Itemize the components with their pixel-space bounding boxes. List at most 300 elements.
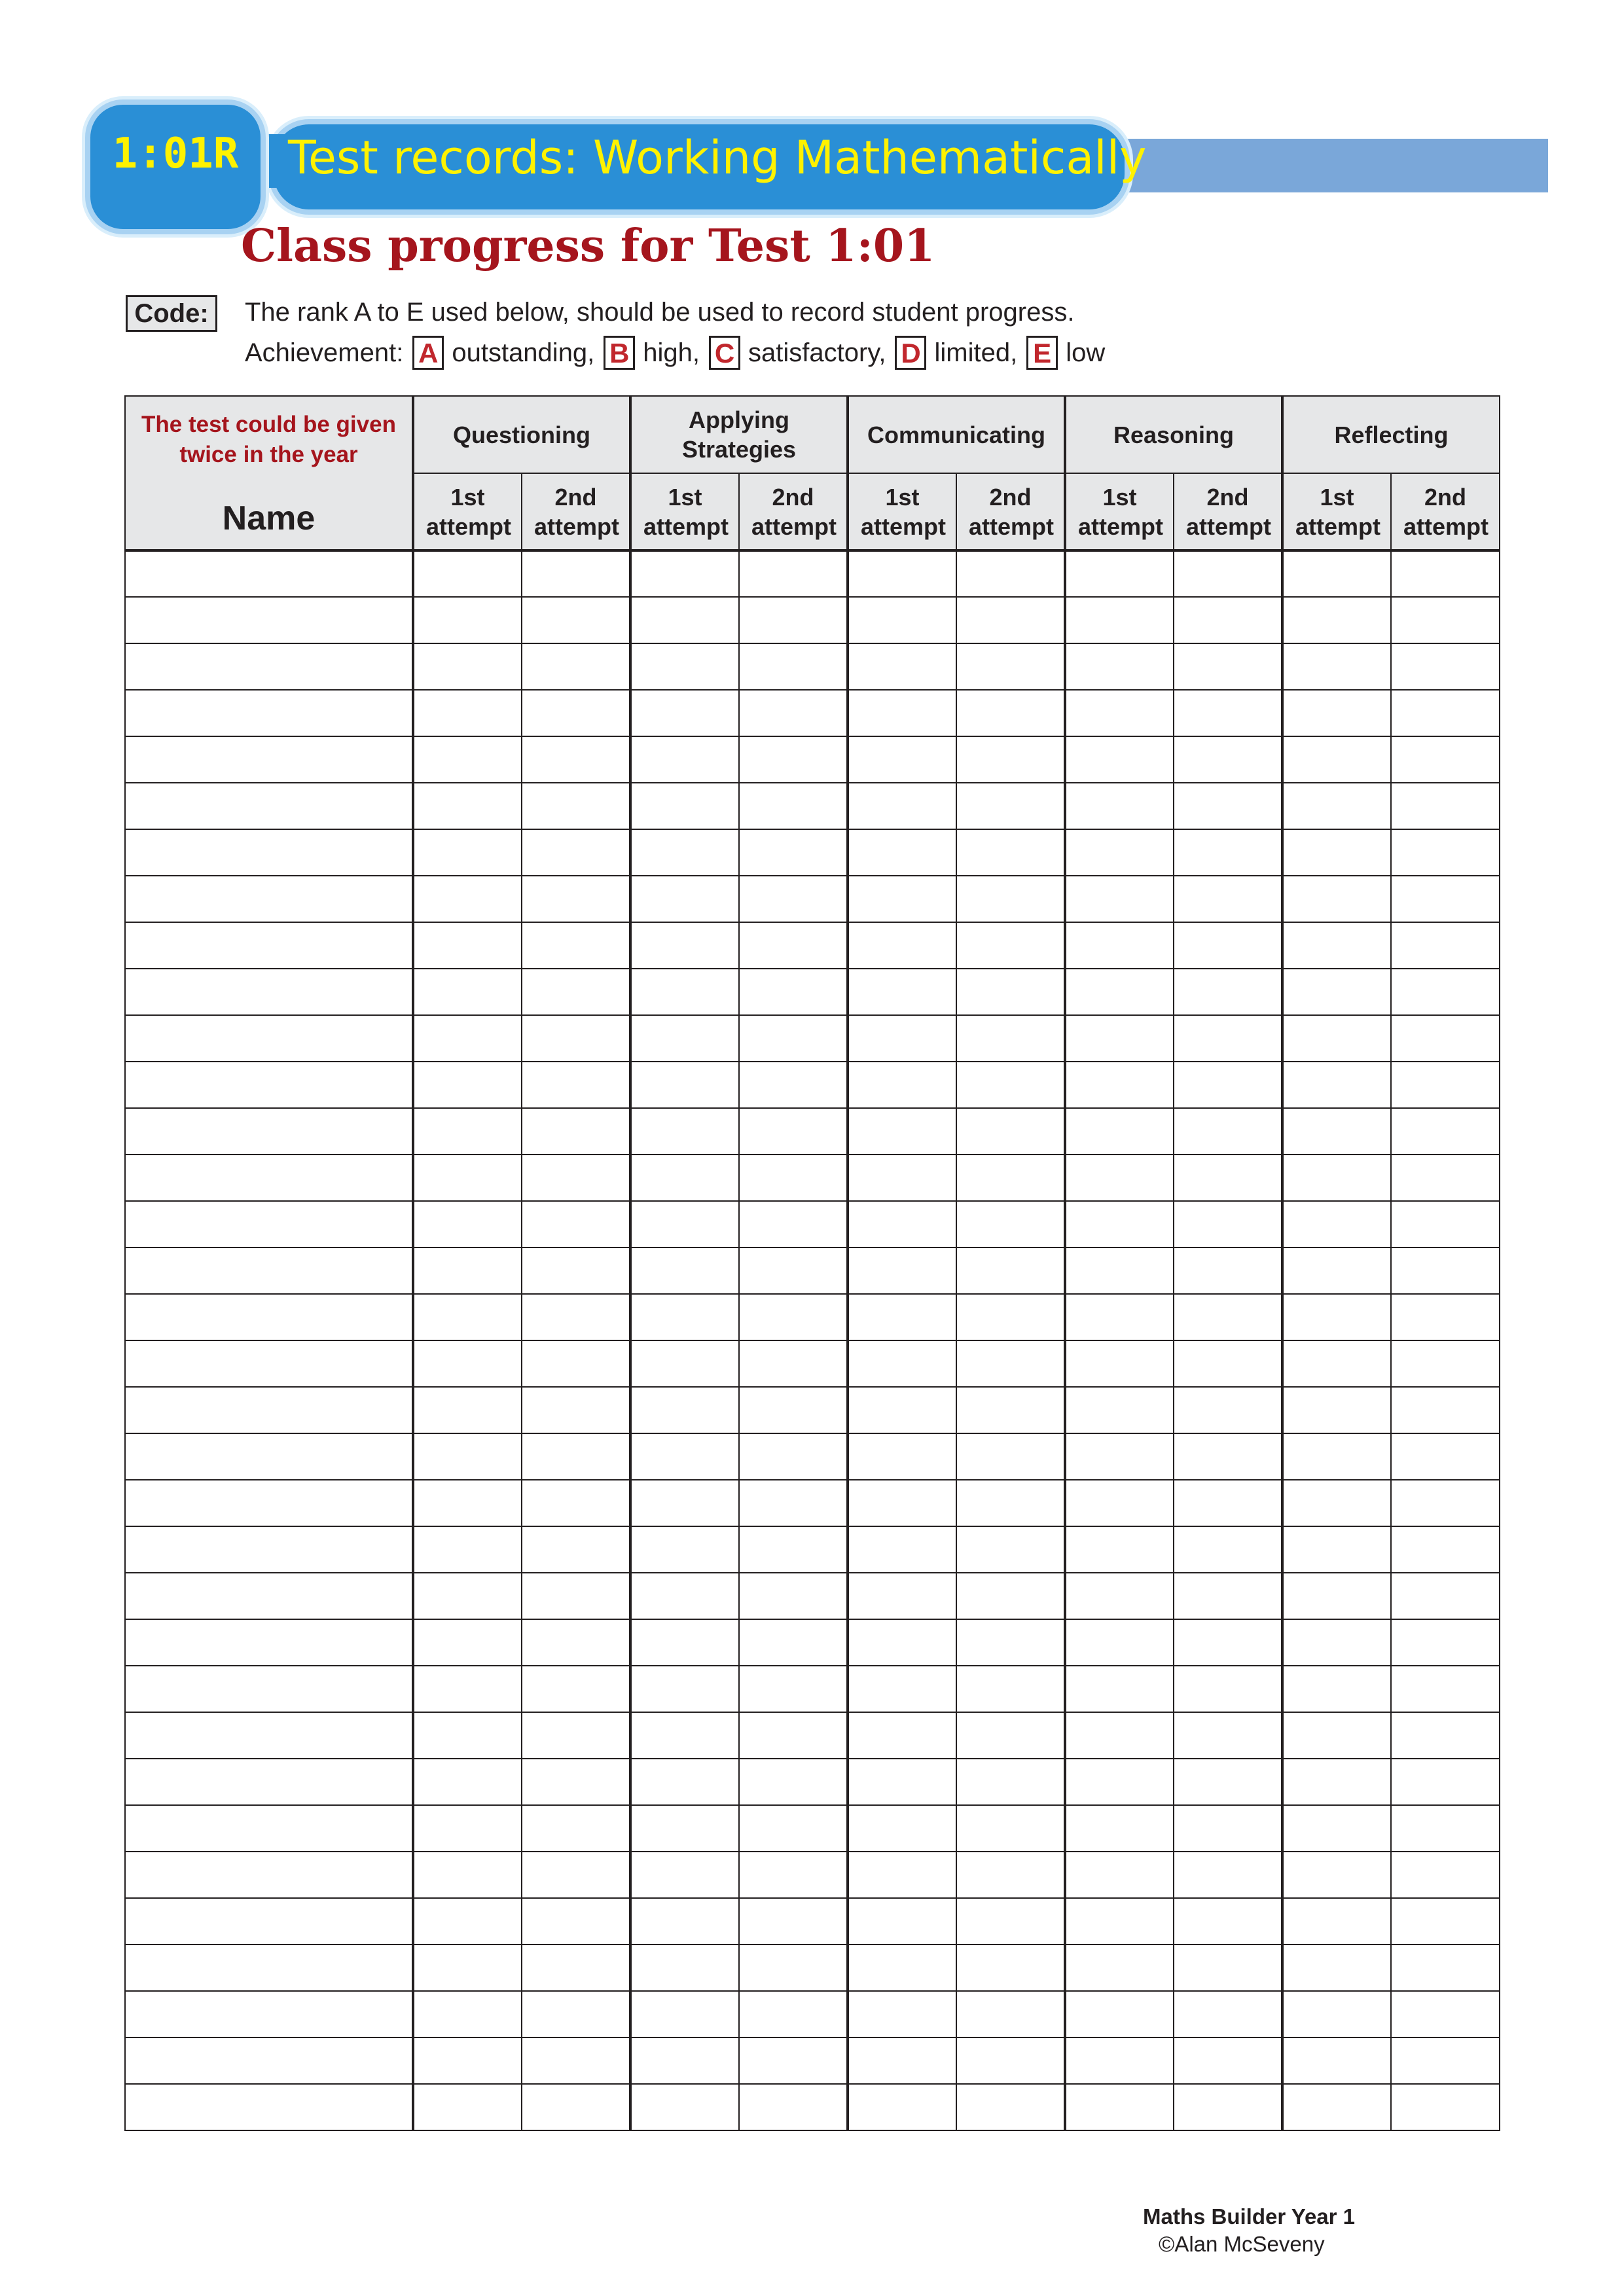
grade-cell[interactable] [848, 1573, 956, 1619]
grade-cell[interactable] [1282, 1108, 1391, 1155]
grade-cell[interactable] [1174, 1108, 1282, 1155]
grade-cell[interactable] [739, 1480, 848, 1526]
grade-cell[interactable] [630, 1898, 739, 1945]
grade-cell[interactable] [848, 1852, 956, 1898]
grade-cell[interactable] [522, 1247, 630, 1294]
grade-cell[interactable] [1174, 690, 1282, 736]
grade-cell[interactable] [630, 1201, 739, 1247]
grade-cell[interactable] [413, 1991, 522, 2037]
grade-cell[interactable] [1065, 1666, 1174, 1712]
grade-cell[interactable] [1065, 2037, 1174, 2084]
grade-cell[interactable] [1174, 1480, 1282, 1526]
grade-cell[interactable] [522, 922, 630, 969]
name-cell[interactable] [125, 1945, 413, 1991]
grade-cell[interactable] [522, 1945, 630, 1991]
grade-cell[interactable] [848, 969, 956, 1015]
grade-cell[interactable] [522, 1108, 630, 1155]
grade-cell[interactable] [1065, 1201, 1174, 1247]
grade-cell[interactable] [1174, 550, 1282, 597]
grade-cell[interactable] [413, 1108, 522, 1155]
grade-cell[interactable] [1065, 1712, 1174, 1759]
grade-cell[interactable] [1282, 1062, 1391, 1108]
grade-cell[interactable] [1391, 1526, 1500, 1573]
grade-cell[interactable] [522, 1340, 630, 1387]
grade-cell[interactable] [1391, 1015, 1500, 1062]
name-cell[interactable] [125, 1526, 413, 1573]
grade-cell[interactable] [956, 1573, 1065, 1619]
grade-cell[interactable] [630, 1062, 739, 1108]
grade-cell[interactable] [522, 1666, 630, 1712]
grade-cell[interactable] [956, 1991, 1065, 2037]
grade-cell[interactable] [630, 690, 739, 736]
grade-cell[interactable] [739, 969, 848, 1015]
grade-cell[interactable] [956, 2084, 1065, 2130]
grade-cell[interactable] [739, 1759, 848, 1805]
grade-cell[interactable] [1065, 1480, 1174, 1526]
grade-cell[interactable] [848, 550, 956, 597]
grade-cell[interactable] [956, 1759, 1065, 1805]
grade-cell[interactable] [1282, 876, 1391, 922]
grade-cell[interactable] [1282, 1155, 1391, 1201]
grade-cell[interactable] [1391, 1945, 1500, 1991]
grade-cell[interactable] [956, 1062, 1065, 1108]
grade-cell[interactable] [956, 1526, 1065, 1573]
grade-cell[interactable] [1174, 829, 1282, 876]
grade-cell[interactable] [1391, 876, 1500, 922]
grade-cell[interactable] [1065, 690, 1174, 736]
grade-cell[interactable] [1282, 2037, 1391, 2084]
grade-cell[interactable] [956, 1294, 1065, 1340]
grade-cell[interactable] [956, 783, 1065, 829]
grade-cell[interactable] [522, 1759, 630, 1805]
name-cell[interactable] [125, 1108, 413, 1155]
grade-cell[interactable] [1174, 1062, 1282, 1108]
grade-cell[interactable] [739, 1108, 848, 1155]
grade-cell[interactable] [956, 597, 1065, 643]
grade-cell[interactable] [739, 1201, 848, 1247]
grade-cell[interactable] [1065, 1062, 1174, 1108]
grade-cell[interactable] [1174, 1294, 1282, 1340]
grade-cell[interactable] [1174, 1387, 1282, 1433]
name-cell[interactable] [125, 1201, 413, 1247]
grade-cell[interactable] [1391, 922, 1500, 969]
grade-cell[interactable] [1391, 736, 1500, 783]
grade-cell[interactable] [413, 1015, 522, 1062]
grade-cell[interactable] [1391, 1480, 1500, 1526]
name-cell[interactable] [125, 1062, 413, 1108]
name-cell[interactable] [125, 1991, 413, 2037]
grade-cell[interactable] [522, 2037, 630, 2084]
grade-cell[interactable] [413, 1062, 522, 1108]
grade-cell[interactable] [1391, 1433, 1500, 1480]
grade-cell[interactable] [1174, 1340, 1282, 1387]
grade-cell[interactable] [630, 1759, 739, 1805]
grade-cell[interactable] [413, 1852, 522, 1898]
name-cell[interactable] [125, 922, 413, 969]
grade-cell[interactable] [1391, 1573, 1500, 1619]
name-cell[interactable] [125, 1666, 413, 1712]
name-cell[interactable] [125, 1480, 413, 1526]
grade-cell[interactable] [1282, 783, 1391, 829]
grade-cell[interactable] [630, 1852, 739, 1898]
grade-cell[interactable] [1065, 1108, 1174, 1155]
grade-cell[interactable] [848, 1155, 956, 1201]
grade-cell[interactable] [1174, 1712, 1282, 1759]
grade-cell[interactable] [1391, 1712, 1500, 1759]
grade-cell[interactable] [848, 1433, 956, 1480]
grade-cell[interactable] [1065, 1852, 1174, 1898]
grade-cell[interactable] [1391, 643, 1500, 690]
grade-cell[interactable] [848, 597, 956, 643]
grade-cell[interactable] [848, 2037, 956, 2084]
grade-cell[interactable] [956, 736, 1065, 783]
grade-cell[interactable] [413, 2037, 522, 2084]
grade-cell[interactable] [522, 2084, 630, 2130]
grade-cell[interactable] [739, 922, 848, 969]
grade-cell[interactable] [956, 1712, 1065, 1759]
grade-cell[interactable] [739, 643, 848, 690]
grade-cell[interactable] [956, 1247, 1065, 1294]
grade-cell[interactable] [522, 690, 630, 736]
grade-cell[interactable] [1391, 2084, 1500, 2130]
grade-cell[interactable] [522, 1712, 630, 1759]
grade-cell[interactable] [956, 1619, 1065, 1666]
grade-cell[interactable] [848, 1712, 956, 1759]
grade-cell[interactable] [739, 1340, 848, 1387]
grade-cell[interactable] [739, 1247, 848, 1294]
grade-cell[interactable] [1282, 1015, 1391, 1062]
grade-cell[interactable] [956, 2037, 1065, 2084]
grade-cell[interactable] [413, 736, 522, 783]
grade-cell[interactable] [413, 1805, 522, 1852]
name-cell[interactable] [125, 1898, 413, 1945]
grade-cell[interactable] [630, 597, 739, 643]
grade-cell[interactable] [630, 922, 739, 969]
grade-cell[interactable] [848, 690, 956, 736]
grade-cell[interactable] [1282, 550, 1391, 597]
grade-cell[interactable] [413, 1340, 522, 1387]
name-cell[interactable] [125, 969, 413, 1015]
grade-cell[interactable] [848, 1015, 956, 1062]
grade-cell[interactable] [1174, 1991, 1282, 2037]
grade-cell[interactable] [1282, 1340, 1391, 1387]
grade-cell[interactable] [1174, 1852, 1282, 1898]
grade-cell[interactable] [739, 2037, 848, 2084]
grade-cell[interactable] [1282, 1991, 1391, 2037]
grade-cell[interactable] [630, 1108, 739, 1155]
grade-cell[interactable] [739, 1433, 848, 1480]
grade-cell[interactable] [848, 1294, 956, 1340]
grade-cell[interactable] [522, 1387, 630, 1433]
grade-cell[interactable] [1174, 1433, 1282, 1480]
grade-cell[interactable] [413, 969, 522, 1015]
grade-cell[interactable] [630, 969, 739, 1015]
grade-cell[interactable] [1282, 1666, 1391, 1712]
name-cell[interactable] [125, 643, 413, 690]
grade-cell[interactable] [956, 550, 1065, 597]
grade-cell[interactable] [739, 550, 848, 597]
grade-cell[interactable] [630, 1015, 739, 1062]
grade-cell[interactable] [956, 1201, 1065, 1247]
name-cell[interactable] [125, 876, 413, 922]
grade-cell[interactable] [1174, 2084, 1282, 2130]
grade-cell[interactable] [630, 876, 739, 922]
grade-cell[interactable] [1282, 1898, 1391, 1945]
grade-cell[interactable] [413, 1759, 522, 1805]
grade-cell[interactable] [1391, 1062, 1500, 1108]
grade-cell[interactable] [1282, 1852, 1391, 1898]
grade-cell[interactable] [630, 1480, 739, 1526]
grade-cell[interactable] [1174, 1155, 1282, 1201]
name-cell[interactable] [125, 690, 413, 736]
grade-cell[interactable] [413, 876, 522, 922]
grade-cell[interactable] [1174, 1898, 1282, 1945]
grade-cell[interactable] [848, 1340, 956, 1387]
grade-cell[interactable] [1065, 1387, 1174, 1433]
grade-cell[interactable] [739, 1852, 848, 1898]
grade-cell[interactable] [956, 1852, 1065, 1898]
grade-cell[interactable] [1065, 736, 1174, 783]
grade-cell[interactable] [522, 1015, 630, 1062]
grade-cell[interactable] [413, 550, 522, 597]
grade-cell[interactable] [1282, 1201, 1391, 1247]
grade-cell[interactable] [1174, 1805, 1282, 1852]
grade-cell[interactable] [1391, 597, 1500, 643]
grade-cell[interactable] [522, 1526, 630, 1573]
grade-cell[interactable] [739, 1294, 848, 1340]
grade-cell[interactable] [1282, 2084, 1391, 2130]
grade-cell[interactable] [1391, 550, 1500, 597]
grade-cell[interactable] [413, 1712, 522, 1759]
grade-cell[interactable] [1174, 1015, 1282, 1062]
grade-cell[interactable] [1065, 1340, 1174, 1387]
grade-cell[interactable] [522, 1155, 630, 1201]
grade-cell[interactable] [1282, 969, 1391, 1015]
name-cell[interactable] [125, 2084, 413, 2130]
grade-cell[interactable] [630, 1991, 739, 2037]
grade-cell[interactable] [522, 1062, 630, 1108]
grade-cell[interactable] [956, 969, 1065, 1015]
grade-cell[interactable] [739, 1526, 848, 1573]
grade-cell[interactable] [1174, 1526, 1282, 1573]
grade-cell[interactable] [1065, 1619, 1174, 1666]
grade-cell[interactable] [630, 643, 739, 690]
grade-cell[interactable] [630, 783, 739, 829]
grade-cell[interactable] [1282, 1759, 1391, 1805]
grade-cell[interactable] [848, 1619, 956, 1666]
grade-cell[interactable] [1282, 1805, 1391, 1852]
grade-cell[interactable] [848, 736, 956, 783]
name-cell[interactable] [125, 1247, 413, 1294]
name-cell[interactable] [125, 597, 413, 643]
grade-cell[interactable] [1174, 643, 1282, 690]
grade-cell[interactable] [413, 1387, 522, 1433]
name-cell[interactable] [125, 829, 413, 876]
grade-cell[interactable] [848, 783, 956, 829]
grade-cell[interactable] [522, 876, 630, 922]
grade-cell[interactable] [956, 643, 1065, 690]
grade-cell[interactable] [1065, 597, 1174, 643]
grade-cell[interactable] [630, 1155, 739, 1201]
grade-cell[interactable] [956, 829, 1065, 876]
name-cell[interactable] [125, 1340, 413, 1387]
grade-cell[interactable] [739, 736, 848, 783]
grade-cell[interactable] [1282, 1573, 1391, 1619]
grade-cell[interactable] [630, 1666, 739, 1712]
grade-cell[interactable] [630, 1573, 739, 1619]
grade-cell[interactable] [1174, 1573, 1282, 1619]
grade-cell[interactable] [956, 1015, 1065, 1062]
grade-cell[interactable] [848, 1526, 956, 1573]
grade-cell[interactable] [1391, 1247, 1500, 1294]
grade-cell[interactable] [522, 1619, 630, 1666]
grade-cell[interactable] [848, 829, 956, 876]
grade-cell[interactable] [413, 597, 522, 643]
grade-cell[interactable] [1282, 1712, 1391, 1759]
grade-cell[interactable] [630, 1945, 739, 1991]
grade-cell[interactable] [1391, 1294, 1500, 1340]
grade-cell[interactable] [1174, 736, 1282, 783]
grade-cell[interactable] [956, 876, 1065, 922]
grade-cell[interactable] [1065, 1247, 1174, 1294]
grade-cell[interactable] [413, 1666, 522, 1712]
grade-cell[interactable] [1065, 1759, 1174, 1805]
grade-cell[interactable] [848, 1387, 956, 1433]
grade-cell[interactable] [413, 2084, 522, 2130]
grade-cell[interactable] [956, 1433, 1065, 1480]
grade-cell[interactable] [413, 643, 522, 690]
grade-cell[interactable] [1174, 597, 1282, 643]
name-cell[interactable] [125, 1712, 413, 1759]
grade-cell[interactable] [1065, 550, 1174, 597]
grade-cell[interactable] [1391, 969, 1500, 1015]
grade-cell[interactable] [1065, 829, 1174, 876]
grade-cell[interactable] [1065, 1991, 1174, 2037]
grade-cell[interactable] [522, 1201, 630, 1247]
grade-cell[interactable] [1065, 969, 1174, 1015]
grade-cell[interactable] [956, 1108, 1065, 1155]
grade-cell[interactable] [522, 1573, 630, 1619]
grade-cell[interactable] [413, 1526, 522, 1573]
grade-cell[interactable] [1174, 922, 1282, 969]
grade-cell[interactable] [1065, 1945, 1174, 1991]
grade-cell[interactable] [1391, 1898, 1500, 1945]
grade-cell[interactable] [739, 2084, 848, 2130]
grade-cell[interactable] [848, 1991, 956, 2037]
grade-cell[interactable] [522, 1852, 630, 1898]
grade-cell[interactable] [413, 1573, 522, 1619]
grade-cell[interactable] [522, 783, 630, 829]
grade-cell[interactable] [1391, 2037, 1500, 2084]
grade-cell[interactable] [1391, 1991, 1500, 2037]
grade-cell[interactable] [956, 1340, 1065, 1387]
grade-cell[interactable] [956, 1480, 1065, 1526]
grade-cell[interactable] [1282, 1945, 1391, 1991]
grade-cell[interactable] [956, 1666, 1065, 1712]
grade-cell[interactable] [1065, 1526, 1174, 1573]
grade-cell[interactable] [522, 1898, 630, 1945]
grade-cell[interactable] [630, 1526, 739, 1573]
grade-cell[interactable] [1065, 1433, 1174, 1480]
grade-cell[interactable] [522, 829, 630, 876]
grade-cell[interactable] [1282, 643, 1391, 690]
grade-cell[interactable] [739, 1666, 848, 1712]
grade-cell[interactable] [739, 1062, 848, 1108]
grade-cell[interactable] [522, 1294, 630, 1340]
grade-cell[interactable] [739, 1898, 848, 1945]
grade-cell[interactable] [848, 1108, 956, 1155]
grade-cell[interactable] [739, 1712, 848, 1759]
grade-cell[interactable] [1391, 1155, 1500, 1201]
grade-cell[interactable] [848, 922, 956, 969]
grade-cell[interactable] [630, 1247, 739, 1294]
grade-cell[interactable] [413, 1247, 522, 1294]
grade-cell[interactable] [1174, 876, 1282, 922]
grade-cell[interactable] [1065, 1898, 1174, 1945]
grade-cell[interactable] [522, 643, 630, 690]
grade-cell[interactable] [1065, 922, 1174, 969]
grade-cell[interactable] [1391, 1201, 1500, 1247]
grade-cell[interactable] [739, 1945, 848, 1991]
grade-cell[interactable] [1065, 2084, 1174, 2130]
grade-cell[interactable] [630, 1340, 739, 1387]
name-cell[interactable] [125, 1387, 413, 1433]
grade-cell[interactable] [956, 1898, 1065, 1945]
grade-cell[interactable] [630, 1805, 739, 1852]
grade-cell[interactable] [739, 1619, 848, 1666]
grade-cell[interactable] [848, 1945, 956, 1991]
grade-cell[interactable] [848, 1759, 956, 1805]
grade-cell[interactable] [1065, 1573, 1174, 1619]
grade-cell[interactable] [1174, 1247, 1282, 1294]
grade-cell[interactable] [1065, 876, 1174, 922]
grade-cell[interactable] [1282, 922, 1391, 969]
grade-cell[interactable] [1282, 1433, 1391, 1480]
grade-cell[interactable] [739, 783, 848, 829]
grade-cell[interactable] [848, 1805, 956, 1852]
grade-cell[interactable] [739, 690, 848, 736]
grade-cell[interactable] [848, 1247, 956, 1294]
grade-cell[interactable] [1391, 690, 1500, 736]
grade-cell[interactable] [739, 1015, 848, 1062]
grade-cell[interactable] [956, 690, 1065, 736]
grade-cell[interactable] [739, 829, 848, 876]
grade-cell[interactable] [1391, 1387, 1500, 1433]
grade-cell[interactable] [1174, 1945, 1282, 1991]
grade-cell[interactable] [522, 550, 630, 597]
grade-cell[interactable] [1282, 1294, 1391, 1340]
grade-cell[interactable] [1065, 1015, 1174, 1062]
name-cell[interactable] [125, 1155, 413, 1201]
name-cell[interactable] [125, 736, 413, 783]
grade-cell[interactable] [1282, 1526, 1391, 1573]
grade-cell[interactable] [630, 1294, 739, 1340]
grade-cell[interactable] [522, 969, 630, 1015]
grade-cell[interactable] [1282, 1387, 1391, 1433]
grade-cell[interactable] [413, 1480, 522, 1526]
grade-cell[interactable] [630, 1712, 739, 1759]
grade-cell[interactable] [413, 1201, 522, 1247]
grade-cell[interactable] [739, 1991, 848, 2037]
grade-cell[interactable] [1065, 643, 1174, 690]
grade-cell[interactable] [413, 829, 522, 876]
grade-cell[interactable] [1065, 1155, 1174, 1201]
grade-cell[interactable] [1282, 690, 1391, 736]
grade-cell[interactable] [1282, 829, 1391, 876]
grade-cell[interactable] [848, 876, 956, 922]
name-cell[interactable] [125, 1759, 413, 1805]
grade-cell[interactable] [413, 922, 522, 969]
